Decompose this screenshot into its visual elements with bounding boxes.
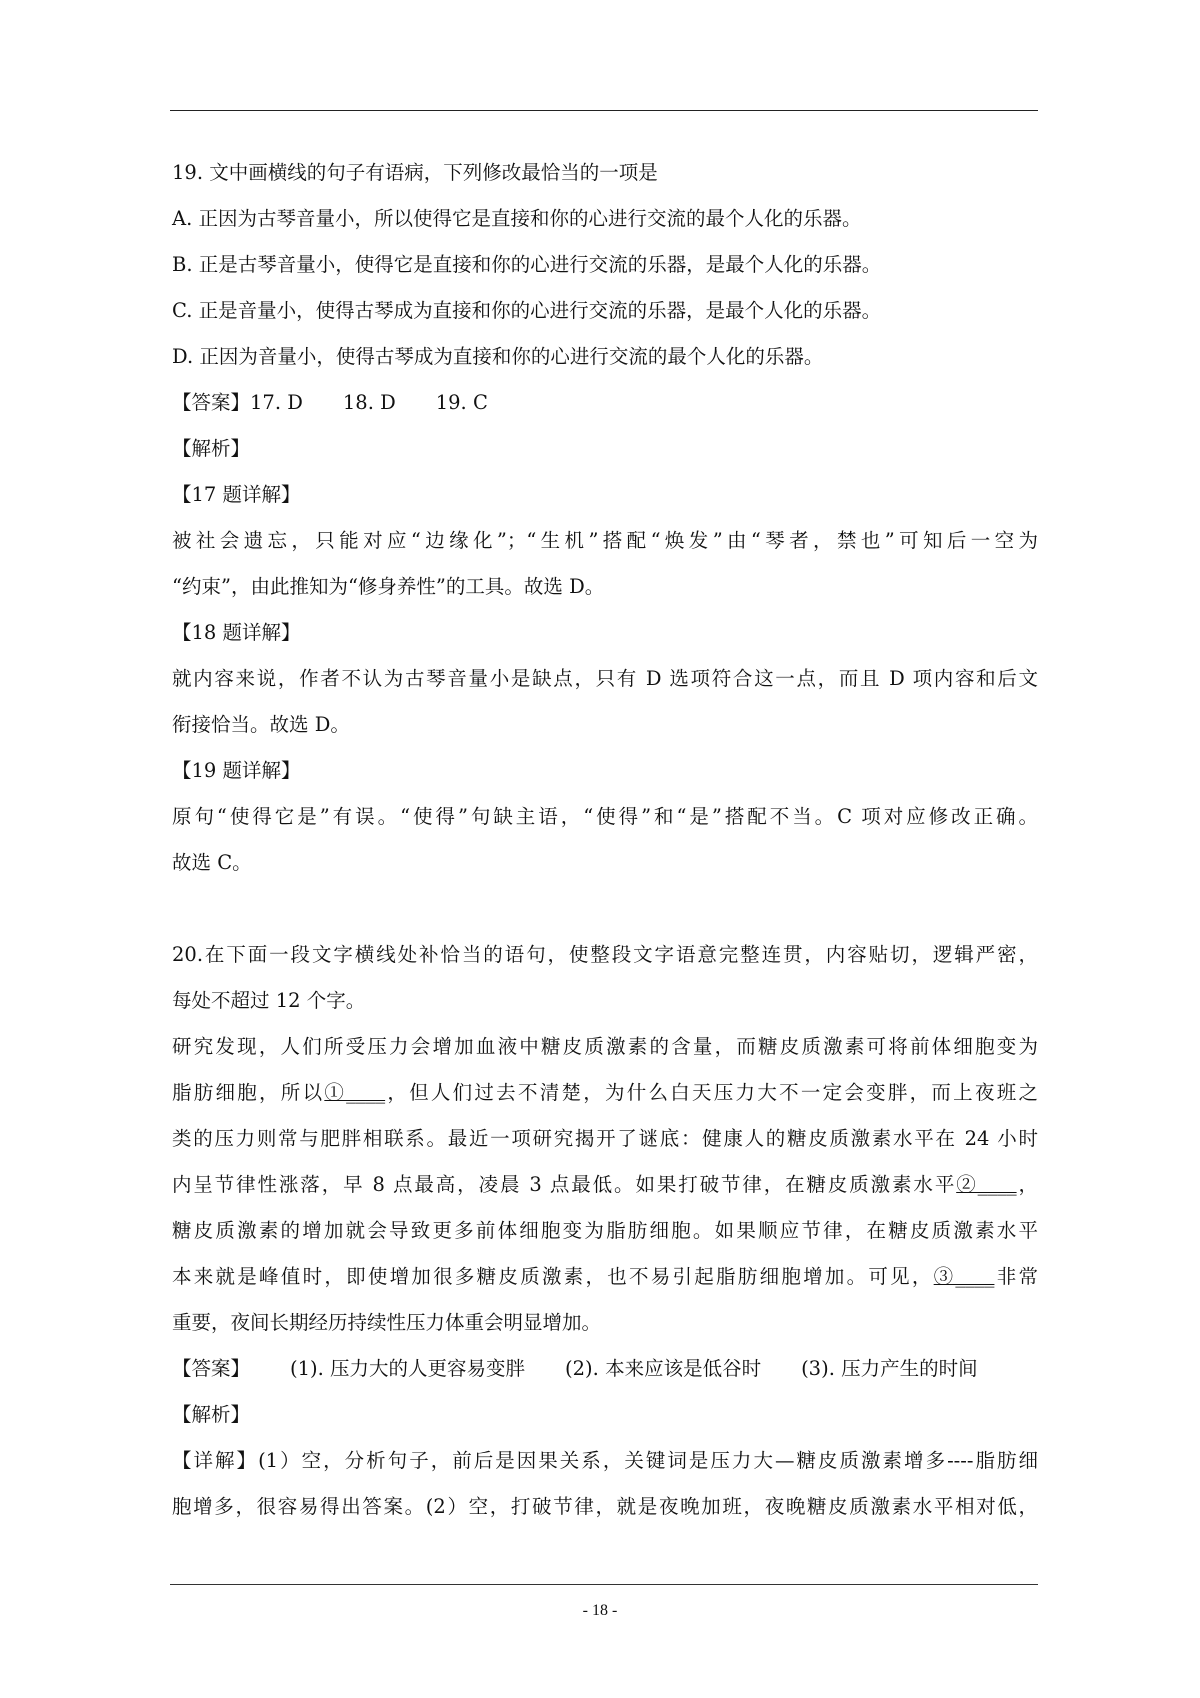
detail-19-title: 【19 题详解】 xyxy=(172,759,301,782)
analysis-label-20: 【解析】 xyxy=(172,1403,251,1426)
page-number: - 18 - xyxy=(582,1602,618,1619)
detail-19-line-2: 故选 C。 xyxy=(172,851,252,874)
analysis-label: 【解析】 xyxy=(172,437,251,460)
q20-stem-line-2: 每处不超过 12 个字。 xyxy=(172,989,366,1012)
detail-18-line-1: 就内容来说，作者不认为古琴音量小是缺点，只有 D 选项符合这一点，而且 D 项内容和后文 xyxy=(172,667,1038,690)
detail-18-title: 【18 题详解】 xyxy=(172,621,301,644)
detail-20-line-1: 【详解】(1）空，分析句子，前后是因果关系，关键词是压力大—糖皮质激素增多----脂肪细 xyxy=(172,1449,1038,1472)
q19-stem: 19. 文中画横线的句子有语病，下列修改最恰当的一项是 xyxy=(172,161,658,184)
q19-option-a: A. 正因为古琴音量小，所以使得它是直接和你的心进行交流的最个人化的乐器。 xyxy=(172,207,862,230)
answer-19: 19. C xyxy=(435,391,488,414)
answer-20-2: (2). 本来应该是低谷时 xyxy=(565,1357,762,1380)
answer-17: 17. D xyxy=(250,391,303,414)
q19-option-c: C. 正是音量小，使得古琴成为直接和你的心进行交流的乐器，是最个人化的乐器。 xyxy=(172,299,882,322)
detail-18-line-2: 衔接恰当。故选 D。 xyxy=(172,713,350,736)
answer-18: 18. D xyxy=(342,391,396,414)
blank-2: ②____ xyxy=(956,1173,1017,1196)
q20-passage-line-4 xyxy=(172,1162,1038,1208)
text-segment: 脂肪细胞，所以 xyxy=(172,1081,325,1104)
detail-20-line-2: 胞增多，很容易得出答案。(2）空，打破节律，就是夜晚加班，夜晚糖皮质激素水平相对低， xyxy=(172,1495,1038,1518)
text-segment: ， xyxy=(1016,1173,1038,1196)
footer-rule xyxy=(170,1584,1038,1585)
detail-19-line-1: 原句“使得它是”有误。“使得”句缺主语，“使得”和“是”搭配不当。C 项对应修改正确。 xyxy=(172,805,1038,828)
header-rule xyxy=(170,110,1038,111)
q20-passage-line-6 xyxy=(172,1254,1038,1300)
q20-passage-line-7: 重要，夜间长期经历持续性压力体重会明显增加。 xyxy=(172,1311,602,1334)
detail-17-line-1: 被社会遗忘，只能对应“边缘化”；“生机”搭配“焕发”由“琴者，禁也”可知后一空为 xyxy=(172,529,1038,552)
detail-17-title: 【17 题详解】 xyxy=(172,483,301,506)
answer-label: 【答案】 xyxy=(172,1357,251,1380)
text-segment: 本来就是峰值时，即使增加很多糖皮质激素，也不易引起脂肪细胞增加。可见， xyxy=(172,1265,934,1288)
q19-option-d: D. 正因为音量小，使得古琴成为直接和你的心进行交流的最个人化的乐器。 xyxy=(172,345,824,368)
detail-17-line-2: “约束”，由此推知为“修身养性”的工具。故选 D。 xyxy=(172,575,605,598)
text-segment: ，但人们过去不清楚，为什么白天压力大不一定会变胖，而上夜班之 xyxy=(385,1081,1038,1104)
answer-label: 【答案】 xyxy=(172,391,251,414)
text-segment: 非常 xyxy=(994,1265,1038,1288)
q20-passage-line-1: 研究发现，人们所受压力会增加血液中糖皮质激素的含量，而糖皮质激素可将前体细胞变为 xyxy=(172,1035,1038,1058)
q20-passage-line-5: 糖皮质激素的增加就会导致更多前体细胞变为脂肪细胞。如果顺应节律，在糖皮质激素水平 xyxy=(172,1219,1038,1242)
answer-20-3: (3). 压力产生的时间 xyxy=(801,1357,978,1380)
text-segment: 内呈节律性涨落，早 8 点最高，凌晨 3 点最低。如果打破节律，在糖皮质激素水平 xyxy=(172,1173,957,1196)
blank-1: ①____ xyxy=(324,1081,386,1104)
answer-20-1: (1). 压力大的人更容易变胖 xyxy=(290,1357,526,1380)
answer-row-20 xyxy=(172,1346,1038,1392)
blank-3: ③____ xyxy=(933,1265,995,1288)
q19-option-b: B. 正是古琴音量小，使得它是直接和你的心进行交流的乐器，是最个人化的乐器。 xyxy=(172,253,882,276)
page-content xyxy=(172,150,1038,1530)
q20-passage-line-3: 类的压力则常与肥胖相联系。最近一项研究揭开了谜底：健康人的糖皮质激素水平在 24 小时 xyxy=(172,1127,1038,1150)
q20-passage-line-2 xyxy=(172,1070,1038,1116)
answer-row-17-19 xyxy=(172,380,1038,426)
q20-stem-line-1: 20.在下面一段文字横线处补恰当的语句，使整段文字语意完整连贯，内容贴切，逻辑严密， xyxy=(172,943,1038,966)
